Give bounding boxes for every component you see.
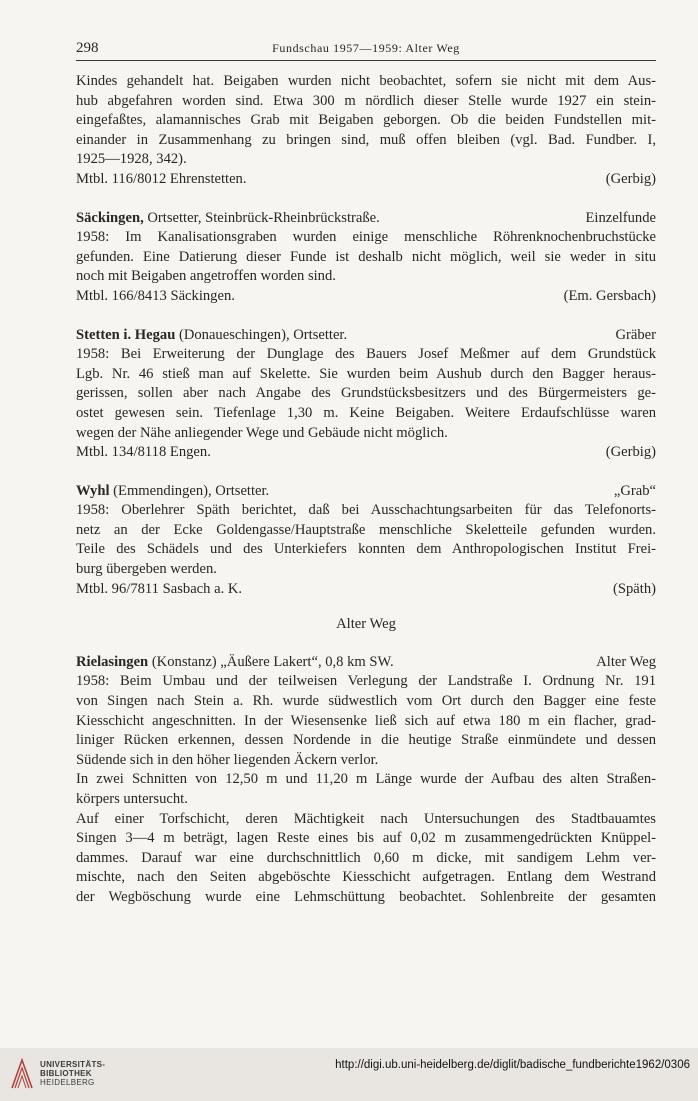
text-line: wegen der Nähe anliegender Wege und Gebäude nicht möglich. [76,424,448,441]
text-line: Kiesschicht angeschnitten. In der Wiesensenke ließ sich auf etwa 180 m ein flacher, grad- [76,712,656,729]
entry-paragraph [76,770,656,809]
entry-paragraph [76,228,656,287]
library-name-line: BIBLIOTHEK [40,1069,92,1078]
text-line: gefunden. Eine Datierung dieser Funde ist deshalb nicht möglich, weil sie weder in situ [76,248,656,265]
permalink-url[interactable]: http://digi.ub.uni-heidelberg.de/diglit/badische_fundberichte1962/0306 [335,1059,690,1071]
text-line: Teile des Schädels und des Unterkiefers konnten dem Anthropologischen Institut Frei- [76,541,656,558]
text-line: gerissen, sollen aber nach Angabe des Grundstücksbesitzers und des Bürgermeisters ge- [76,385,656,402]
entry-paragraph [76,345,656,443]
text-line: noch mit Beigaben angetroffen worden sind. [76,268,336,285]
find-type: Gräber [615,326,656,343]
map-reference: Mtbl. 96/7811 Sasbach a. K. [76,580,243,597]
map-reference-row [76,170,656,190]
text-line: Auf einer Torfschicht, deren Mächtigkeit nach Untersuchungen des Stadtbauamtes [76,810,656,827]
author-credit: (Gerbig) [605,444,656,461]
find-type: Alter Weg [596,653,656,670]
text-line: Singen 3—4 m beträgt, lagen Reste eines bis auf 0,02 m zusammengedrückten Knüppel- [76,830,656,847]
entry-paragraph [76,501,656,579]
text-line: der Wegböschung wurde eine Lehmschüttung beobachtet. Sohlenbreite der gesamten [76,888,656,905]
text-line: Südende sich in den höher liegenden Äckern verlor. [76,751,379,768]
text-line: In zwei Schnitten von 12,50 m und 11,20 m Länge wurde der Aufbau des alten Straßen- [76,771,656,788]
place-name: Säckingen, [76,209,144,226]
text-line: einander in Zusammenhang zu bringen sind, muß offen bleiben (vgl. Bad. Fundber. I, [76,131,656,148]
place-detail: (Konstanz) „Äußere Lakert“, 0,8 km SW. [148,653,394,670]
text-line: Lgb. Nr. 46 stieß man auf Skelette. Sie wurden beim Aushub durch den Bagger heraus- [76,365,656,382]
entry-heading-saeckingen [76,209,656,229]
text-line: liniger Rücken erkennen, dessen Nordende in die heutige Straße einmündete und dessen [76,732,656,749]
library-logo-icon [10,1056,34,1090]
running-title: Fundschau 1957—1959: Alter Weg [272,41,460,55]
map-reference-row [76,287,656,307]
intro-paragraph [76,72,656,170]
library-name [40,1060,105,1087]
entry-heading-rielasingen [76,653,656,673]
map-reference-row [76,443,656,463]
text-line: 1958: Oberlehrer Späth berichtet, daß bei Ausschachtungsarbeiten für das Telefonorts- [76,502,656,519]
text-line: 1958: Beim Umbau und der teilweisen Verlegung der Landstraße I. Ordnung Nr. 191 [76,673,656,690]
text-line: 1958: Im Kanalisationsgraben wurden einige menschliche Röhrenknochenbruchstücke [76,229,656,246]
map-reference: Mtbl. 134/8118 Engen. [76,444,211,461]
place-detail: Ortsetter, Steinbrück-Rheinbrückstraße. [143,209,380,226]
text-line: eingefaßtes, alamannisches Grab mit Beigaben geborgen. Ob die beiden Fundstellen mit- [76,112,656,129]
find-type: „Grab“ [613,482,656,499]
place-name: Wyhl [76,482,110,499]
entry-paragraph [76,672,656,770]
body-text [76,72,656,908]
page-header [76,40,656,61]
entry-heading-stetten [76,326,656,346]
map-reference: Mtbl. 166/8413 Säckingen. [76,287,235,304]
map-reference-row [76,580,656,600]
page-number: 298 [76,40,99,56]
author-credit: (Späth) [613,580,656,597]
text-line: burg übergeben werden. [76,561,217,578]
place-detail: (Donaueschingen), Ortsetter. [175,326,348,343]
section-title: Alter Weg [336,616,396,633]
author-credit: (Em. Gersbach) [563,287,656,304]
digitization-footer [0,1048,698,1101]
text-line: ostet gewesen sein. Tiefenlage 1,30 m. Keine Beigaben. Weitere Erdaufschlüsse waren [76,404,656,421]
text-line: mischte, nach den Seiten abgeböschte Kiesschicht aufgetragen. Entlang dem Westrand [76,869,656,886]
text-line: von Singen nach Stein a. Rh. wurde südwestlich vom Ort durch den Bagger eine feste [76,693,656,710]
entry-heading-wyhl [76,482,656,502]
author-credit: (Gerbig) [605,170,656,187]
find-type: Einzelfunde [585,209,656,226]
text-line: Kindes gehandelt hat. Beigaben wurden nicht beobachtet, sofern sie nicht mit dem Aus- [76,73,656,89]
text-line: dammes. Darauf war eine durchschnittlich 0,60 m dicke, mit sandigem Lehm ver- [76,849,656,866]
library-name-line: UNIVERSITÄTS- [40,1060,106,1069]
text-line: körpers untersucht. [76,791,188,807]
map-reference: Mtbl. 116/8012 Ehrenstetten. [76,170,247,187]
place-name: Rielasingen [76,653,149,670]
place-name: Stetten i. Hegau [76,326,176,343]
library-name-line: HEIDELBERG [40,1078,95,1087]
place-detail: (Emmendingen), Ortsetter. [109,482,270,499]
text-line: 1958: Bei Erweiterung der Dunglage des Bauers Josef Meßmer auf dem Grundstück [76,346,656,363]
text-line: 1925—1928, 342). [76,151,187,168]
text-line: netz an der Ecke Goldengasse/Hauptstraße menschliche Skeletteile gefunden wurden. [76,521,656,538]
text-line: hub abgefahren worden sind. Etwa 300 m nördlich dieser Stelle wurde 1927 ein stein- [76,92,656,109]
entry-paragraph [76,810,656,908]
